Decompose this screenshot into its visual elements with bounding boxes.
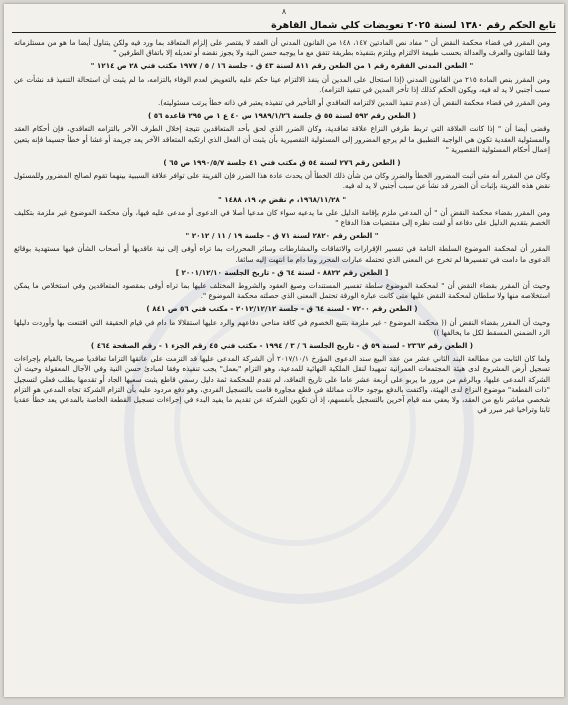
citation: ( الطعن رقم ٧٢٠٠ - لسنة ٦٤ ق - جلسة ٢٠١٢/١٢/١٢ - مكتب فني ٥٦ ص ٨٤١ ) <box>146 304 418 314</box>
document-body <box>14 38 550 416</box>
citation: ( الطعن رقم ٢٧٦ لسنة ٥٤ ق مكتب فني ٤١ جلسة ١٩٩٠/٥/٧ ص ٦٥ ) <box>163 158 401 168</box>
paragraph: ولما كان الثابت من مطالعة البند الثاني عشر من عقد البيع سند الدعوى المؤرخ ٢٠١٧/١٠/١ أن الشركة المدعى عليها قد التزمت على عاتقها التزاما تعاقديا صريحا بالقيام بإجراءات تسجيل أرض المشروع لدى هيئة المجتمعات العمرانية تمهيدا لنقل الملكية النهائية للمدعية، وهو التزام "بعمل" يجب تنفيذه وفقا لمبادئ حسن النية وفي الآجال المعقولة وحيث أن الشركة المدعى عليها، وبالرغم من مرور ما يربو على أربعة عشر عاما على تاريخ التعاقد، لم تقدم للمحكمة ثمة دليل رسمي قاطع يثبت سعيها الجاد أو تقدمها بطلب فعلي لتسجيل "ذات القطعة" موضوع النزاع لدى الهيئة، واكتفت بالدفع بوجود حالات مماثلة في قطع مجاورة قامت بالتسجيل الفردي، وهو دفع مردود عليه بأن التزام الشركة تجاه المدعي هو التزام شخصي مباشر نابع من العقد، ولا يعفي منه قيام آخرين بالتسجيل بأنفسهم، إذ أن تكوين الشركة عن تقديم ما يفيد البدء في إجراءات تسجيل القطعة الخاصة بالمدعي يعد خطأ عقديا ثابتا وتراخيا غير مبرر في <box>14 354 550 415</box>
paragraph: المقرر أن لمحكمة الموضوع السلطة التامة في تفسير الإقرارات والاتفاقات والمشارطات وسائر المحررات بما تراه أوفى إلى نية عاقديها أو أصحاب الشأن فيها مستهدية بوقائع الدعوى ما دامت في تفسيرها لم تخرج عن المعنى الذي تحتمله عبارات المحرر وما دام ما انتهت إليه سائغا. <box>14 244 550 264</box>
paragraph: ومن المقرر بنص المادة ٢١٥ من القانون المدني (إذا استحال على المدين أن ينفذ الالتزام عينا حكم عليه بالتعويض لعدم الوفاء بالتزامه، ما لم يثبت أن استحالة التنفيذ قد نشأت عن سبب أجنبي لا يد له فيه، ويكون الحكم كذلك إذا تأخر المدين في تنفيذ التزامه). <box>14 74 550 94</box>
paragraph: وحيث أن المقرر بقضاء النقض أن (( محكمة الموضوع - غير ملزمة بتتبع الخصوم في كافة مناحي دفاعهم والرد عليها استقلالا ما دام في قيام الحقيقة التي اقتنعت بها وأوردت دليلها الرد الضمني المسقط لكل ما يخالفها )) <box>14 317 550 337</box>
paragraph: وقضى أيضا أن " إذا كانت العلاقة التي تربط طرفي النزاع علاقة تعاقدية، وكان الضرر الذي لحق بأحد المتعاقدين نتيجة إخلال الطرف الآخر بالتزامه التعاقدي، فإن أحكام العقد والمسئولية العقدية تكون هي الواجبة التطبيق ما لم يرجع المضرور إلى المسئولية التقصيرية بأن يثبت أن الفعل الذي ارتكبه المتعاقد الآخر يعد جريمة أو غشا أو خطأ جسيما فإنه يتعين إعمال أحكام المسئولية التقصيرية " <box>14 124 550 154</box>
paragraph: ومن المقرر في قضاء محكمة النقض أن (عدم تنفيذ المدين لالتزامه التعاقدي أو التأخير في تنفيذه يعتبر في ذاته خطأ يرتب مسئوليته). <box>158 98 550 108</box>
citation: " الطعن رقم ٢٨٢٠ لسنة ٧١ ق - جلسة ١٩ / ١١ / ٢٠١٢ " <box>185 231 379 241</box>
page-number: ٨ <box>281 7 287 16</box>
document-page <box>4 4 564 697</box>
citation: ( الطعن رقم ٥٩٢ لسنة ٥٥ ق جلسة ١٩٨٩/١/٢٦ س ٤٠ ع ١ ص ٢٩٥ قاعدة ٥٦ ) <box>147 111 417 121</box>
paragraph: ومن المقرر في قضاء محكمة النقض أن " مفاد نص المادتين ١٤٧، ١٤٨ من القانون المدني أن العقد لا يقتصر على إلزام المتعاقد بما ورد فيه ولكن يتناول أيضا ما هو من مستلزماته وفقا للقانون والعرف والعدالة بحسب طبيعة الالتزام ويلتزم بتنفيذه بطريقة تتفق مع ما يوجبه حسن النية ولا يجوز نقضه أو تعديله إلا باتفاق الطرفين " <box>14 38 550 58</box>
paragraph: وحيث أن المقرر بقضاء النقض أن " لمحكمة الموضوع سلطة تفسير المستندات وصيغ العقود والشروط المختلف عليها بما تراه أوفى بمقصود المتعاقدين وفي استخلاص ما يمكن استخلاصه منها ولا سلطان لمحكمة النقض عليها متى كانت عبارة الورقة تحتمل المعنى الذي حصلته محكمة الموضوع ". <box>14 281 550 301</box>
citation: ( الطعن رقم ٢٣٦٢ - لسنة ٥٩ ق - تاريخ الجلسة ٦ / ٣ / ١٩٩٤ - مكتب فني ٤٥ رقم الجزء ١ - رقم الصفحة ٤٦٤ ) <box>90 341 474 351</box>
citation: " الطعن المدني الفقرة رقم ١ من الطعن رقم ٨١١ لسنة ٤٣ ق - جلسة ١٦ / ٥ / ١٩٧٧ مكتب فني ٢٨ ص ١٢١٤ " <box>90 61 474 71</box>
paragraph: وكان من المقرر أنه متى أثبت المضرور الخطأ والضرر وكان من شأن ذلك الخطأ أن يحدث عادة هذا الضرر فإن القرينة على توافر علاقة السببية بينهما تقوم لصالح المضرور وللمسئول نقض هذه القرينة بإثبات أن الضرر قد نشأ عن سبب أجنبي لا يد له فيه. <box>14 171 550 191</box>
citation: [ الطعن رقم ٨٨٢٢ - لسنة ٦٤ ق - تاريخ الجلسة ٢٠٠١/١٢/١٠ ] <box>175 267 389 277</box>
citation: " ١٩٦٨/١١/٢٨، م نقض م، ١٩، ١٤٨٨ " <box>217 194 347 204</box>
paragraph: ومن المقرر بقضاء محكمة النقض أن " أن المدعي ملزم بإقامة الدليل على ما يدعيه سواء كان مدعيا أصلا في الدعوى أو مدعى عليه فيها، وأن محكمة الموضوع غير ملزمة بتكليف الخصم بتقديم الدليل على دفاعه أو لفت نظره إلى مقتضيات هذا الدفاع " <box>14 207 550 228</box>
page-header: تابع الحكم رقم ١٣٨٠ لسنة ٢٠٢٥ تعويضات كلي شمال القاهرة <box>12 20 556 33</box>
